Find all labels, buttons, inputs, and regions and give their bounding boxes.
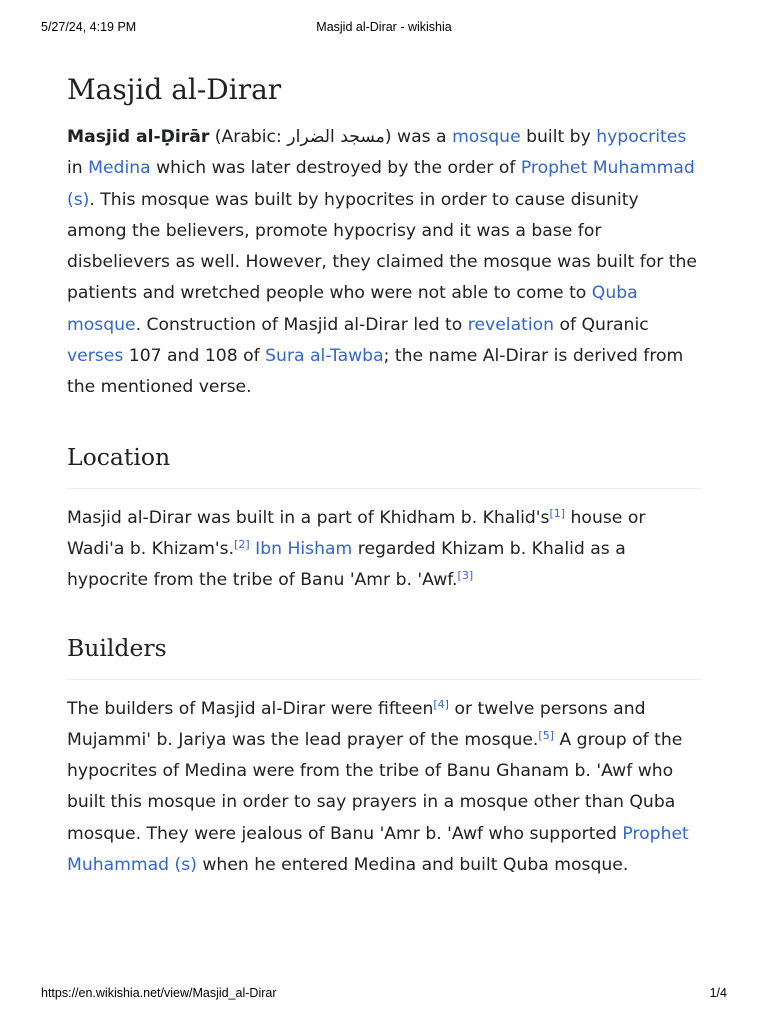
print-page-number: 1/4: [709, 986, 727, 1000]
print-url: https://en.wikishia.net/view/Masjid_al-Dirar: [41, 986, 277, 1000]
heading-builders: Builders: [67, 631, 701, 680]
print-header: [41, 20, 727, 38]
builders-paragraph: [67, 694, 701, 882]
intro-text: . This mosque was built by hypocrites in order to cause disunity among the believers, promote hypocrisy and it was a base for disbelievers as well. However, they claimed the mosque was built for the patients and wretched people who were not able to come to: [67, 189, 698, 304]
link-medina[interactable]: Medina: [88, 158, 151, 179]
location-text: Masjid al-Dirar was built in a part of Khidham b. Khalid's: [67, 507, 550, 528]
intro-text: . Construction of Masjid al-Dirar led to: [135, 314, 468, 335]
print-datetime: 5/27/24, 4:19 PM: [41, 20, 137, 34]
link-ibn-hisham[interactable]: Ibn Hisham: [255, 538, 353, 559]
ref-2[interactable]: [2]: [234, 537, 250, 551]
builders-text: or twelve persons and Mujammi' b. Jariya was the lead prayer of the mosque.: [67, 698, 646, 750]
location-paragraph: [67, 503, 701, 597]
page-title: Masjid al-Dirar: [67, 73, 282, 106]
section-builders: [67, 631, 701, 882]
link-mosque[interactable]: mosque: [452, 127, 521, 147]
link-prophet-muhammad[interactable]: Prophet Muhammad (s): [67, 823, 689, 876]
heading-location: Location: [67, 440, 701, 489]
print-doc-title: Masjid al-Dirar - wikishia: [316, 20, 452, 34]
link-sura-al-tawba[interactable]: Sura al-Tawba: [265, 346, 384, 367]
intro-text: in: [67, 158, 89, 179]
ref-1[interactable]: [1]: [549, 506, 566, 520]
arabic-name: مسجد الضرار: [287, 127, 385, 147]
intro-text: 107 and 108 of: [123, 346, 266, 367]
ref-3[interactable]: [3]: [457, 569, 474, 583]
article-content: [67, 68, 701, 881]
intro-text: built by: [520, 127, 597, 147]
intro-text: of Quranic: [554, 314, 649, 335]
intro-text: ; the name Al-Dirar is derived from the mentioned verse.: [67, 346, 684, 398]
article-name-bold: Masjid al-Ḍirār: [67, 127, 210, 147]
builders-text: when he entered Medina and built Quba mosque.: [196, 855, 629, 876]
link-quba-mosque[interactable]: Quba mosque: [67, 283, 638, 335]
ref-4[interactable]: [4]: [433, 697, 449, 711]
link-revelation[interactable]: revelation: [467, 314, 555, 335]
intro-text: which was later destroyed by the order of: [150, 158, 521, 179]
link-prophet-muhammad[interactable]: Prophet Muhammad (s): [67, 158, 695, 210]
link-hypocrites[interactable]: hypocrites: [596, 127, 687, 147]
ref-5[interactable]: [5]: [538, 728, 554, 742]
intro-paragraph: [67, 122, 701, 404]
builders-text: The builders of Masjid al-Dirar were fifteen: [67, 698, 434, 719]
builders-text: A group of the hypocrites of Medina were from the tribe of Banu Ghanam b. 'Awf who built this mosque in order to say prayers in a mosque other than Quba mosque. They were jealous of Banu 'Amr b. 'Awf who supported: [67, 729, 683, 844]
section-location: [67, 440, 701, 597]
location-text: house or Wadi'a b. Khizam's.: [67, 507, 646, 559]
intro-text: ) was a: [384, 127, 453, 147]
location-text: regarded Khizam b. Khalid as a hypocrite from the tribe of Banu 'Amr b. 'Awf.: [67, 538, 626, 591]
link-verses[interactable]: verses: [67, 346, 124, 367]
intro-text: (Arabic:: [209, 127, 288, 147]
print-footer: [41, 986, 727, 1004]
